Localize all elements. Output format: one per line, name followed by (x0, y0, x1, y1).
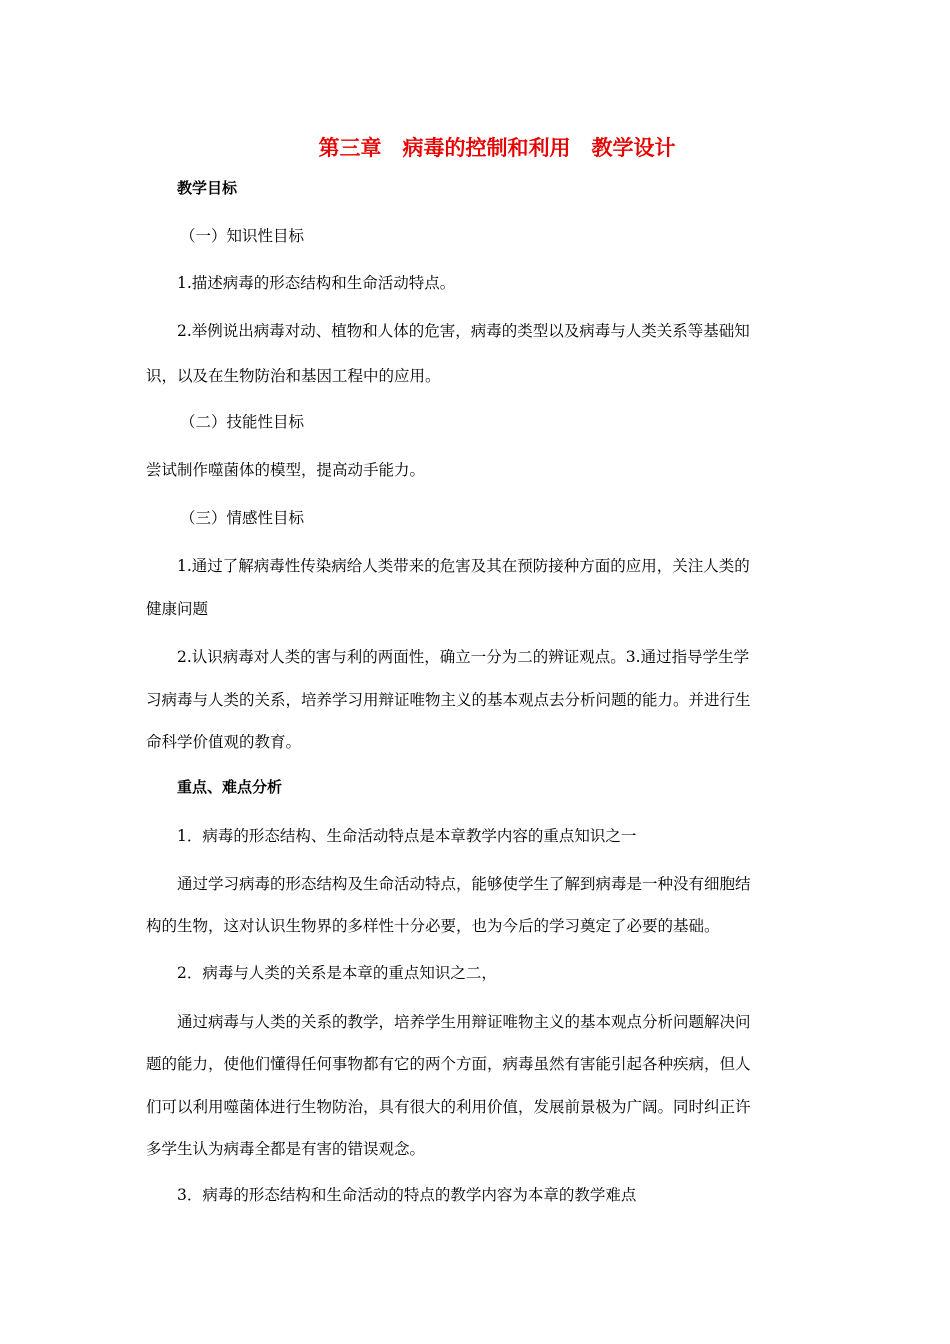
paragraph-key-2-detail-line-4: 多学生认为病毒全都是有害的错误观念。 (146, 1140, 426, 1158)
subheading-emotion: （三）情感性目标 (180, 509, 305, 527)
paragraph-emotion-2-line-3: 命科学价值观的教育。 (146, 733, 302, 751)
paragraph-key-1-detail-line-1: 通过学习病毒的形态结构及生命活动特点，能够使学生了解到病毒是一种没有细胞结 (177, 875, 751, 893)
section-heading-objectives: 教学目标 (177, 179, 238, 197)
section-heading-key-points: 重点、难点分析 (177, 778, 283, 796)
paragraph-key-1: 1．病毒的形态结构、生命活动特点是本章教学内容的重点知识之一 (177, 827, 637, 845)
document-title: 第三章 病毒的控制和利用 教学设计 (318, 135, 676, 160)
subheading-skill: （二）技能性目标 (180, 413, 305, 431)
paragraph-knowledge-2-line-2: 识，以及在生物防治和基因工程中的应用。 (146, 367, 441, 385)
paragraph-key-2-detail-line-2: 题的能力，使他们懂得任何事物都有它的两个方面，病毒虽然有害能引起各种疾病，但人 (146, 1055, 751, 1073)
paragraph-key-2-detail-line-1: 通过病毒与人类的关系的教学，培养学生用辩证唯物主义的基本观点分析问题解决问 (177, 1013, 751, 1031)
paragraph-knowledge-1: 1.描述病毒的形态结构和生命活动特点。 (177, 274, 456, 292)
paragraph-key-2-detail-line-3: 们可以利用噬菌体进行生物防治，具有很大的利用价值，发展前景极为广阔。同时纠正许 (146, 1098, 751, 1116)
paragraph-key-3: 3．病毒的形态结构和生命活动的特点的教学内容为本章的教学难点 (177, 1186, 637, 1204)
paragraph-skill-1: 尝试制作噬菌体的模型，提高动手能力。 (146, 461, 426, 479)
paragraph-emotion-1-line-1: 1.通过了解病毒性传染病给人类带来的危害及其在预防接种方面的应用，关注人类的 (177, 557, 750, 575)
paragraph-emotion-2-line-1: 2.认识病毒对人类的害与利的两面性，确立一分为二的辨证观点。3.通过指导学生学 (177, 648, 750, 666)
paragraph-knowledge-2-line-1: 2.举例说出病毒对动、植物和人体的危害，病毒的类型以及病毒与人类关系等基础知 (177, 322, 750, 340)
paragraph-key-2: 2．病毒与人类的关系是本章的重点知识之二， (177, 964, 497, 982)
subheading-knowledge: （一）知识性目标 (180, 227, 305, 245)
paragraph-emotion-1-line-2: 健康问题 (146, 600, 209, 618)
paragraph-key-1-detail-line-2: 构的生物，这对认识生物界的多样性十分必要，也为今后的学习奠定了必要的基础。 (146, 917, 720, 935)
paragraph-emotion-2-line-2: 习病毒与人类的关系，培养学习用辩证唯物主义的基本观点去分析问题的能力。并进行生 (146, 691, 751, 709)
